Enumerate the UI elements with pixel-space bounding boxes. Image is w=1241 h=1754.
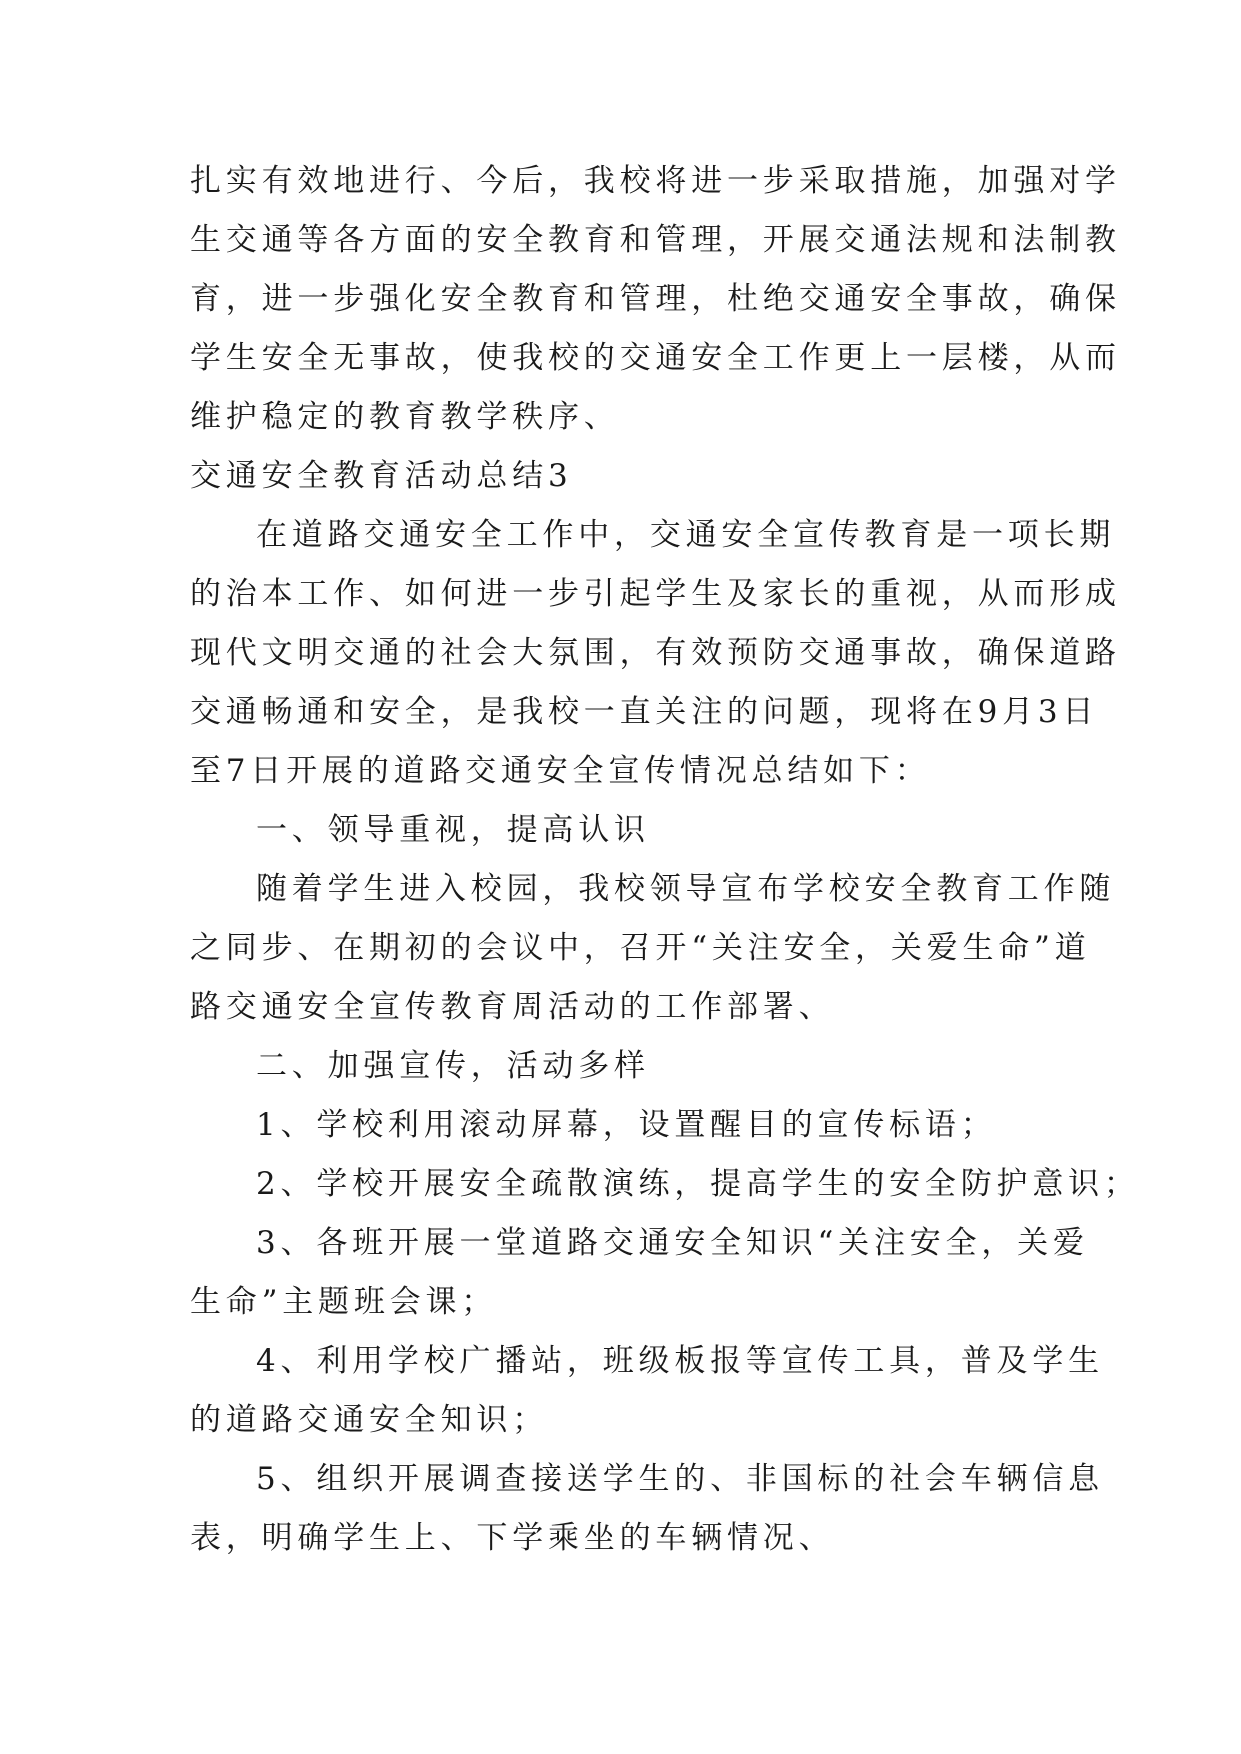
text-line: 至7日开展的道路交通安全宣传情况总结如下：: [190, 753, 931, 789]
document-body: [190, 152, 1140, 1568]
list-item: 4、利用学校广播站，班级板报等宣传工具，普及学生: [256, 1343, 1104, 1379]
text-line: 的治本工作、如何进一步引起学生及家长的重视，从而形成: [190, 576, 1121, 612]
text-line: 育，进一步强化安全教育和管理，杜绝交通安全事故，确保: [190, 281, 1121, 317]
text-line: 维护稳定的教育教学秩序、: [190, 399, 620, 435]
list-item: 3、各班开展一堂道路交通安全知识“关注安全，关爱: [256, 1225, 1089, 1261]
text-line: 之同步、在期初的会议中，召开“关注安全，关爱生命”道: [190, 930, 1091, 966]
text-line: 随着学生进入校园，我校领导宣布学校安全教育工作随: [256, 871, 1116, 907]
list-item: 2、学校开展安全疏散演练，提高学生的安全防护意识；: [256, 1166, 1140, 1202]
text-line: 路交通安全宣传教育周活动的工作部署、: [190, 989, 835, 1025]
text-line: 表，明确学生上、下学乘坐的车辆情况、: [190, 1520, 835, 1556]
list-item: 5、组织开展调查接送学生的、非国标的社会车辆信息: [256, 1461, 1104, 1497]
text-line: 生交通等各方面的安全教育和管理，开展交通法规和法制教: [190, 222, 1121, 258]
text-line: 扎实有效地进行、今后，我校将进一步采取措施，加强对学: [190, 163, 1121, 199]
text-line: 交通畅通和安全，是我校一直关注的问题，现将在9月3日: [190, 694, 1099, 730]
text-line: 生命”主题班会课；: [190, 1284, 498, 1320]
text-line: 的道路交通安全知识；: [190, 1402, 548, 1438]
section-heading: 交通安全教育活动总结3: [190, 458, 573, 494]
text-line: 学生安全无事故，使我校的交通安全工作更上一层楼，从而: [190, 340, 1121, 376]
list-item: 1、学校利用滚动屏幕，设置醒目的宣传标语；: [256, 1107, 997, 1143]
text-line: 现代文明交通的社会大氛围，有效预防交通事故，确保道路: [190, 635, 1121, 671]
text-line: 在道路交通安全工作中，交通安全宣传教育是一项长期: [256, 517, 1116, 553]
subheading: 一、领导重视，提高认识: [256, 812, 650, 848]
subheading: 二、加强宣传，活动多样: [256, 1048, 650, 1084]
